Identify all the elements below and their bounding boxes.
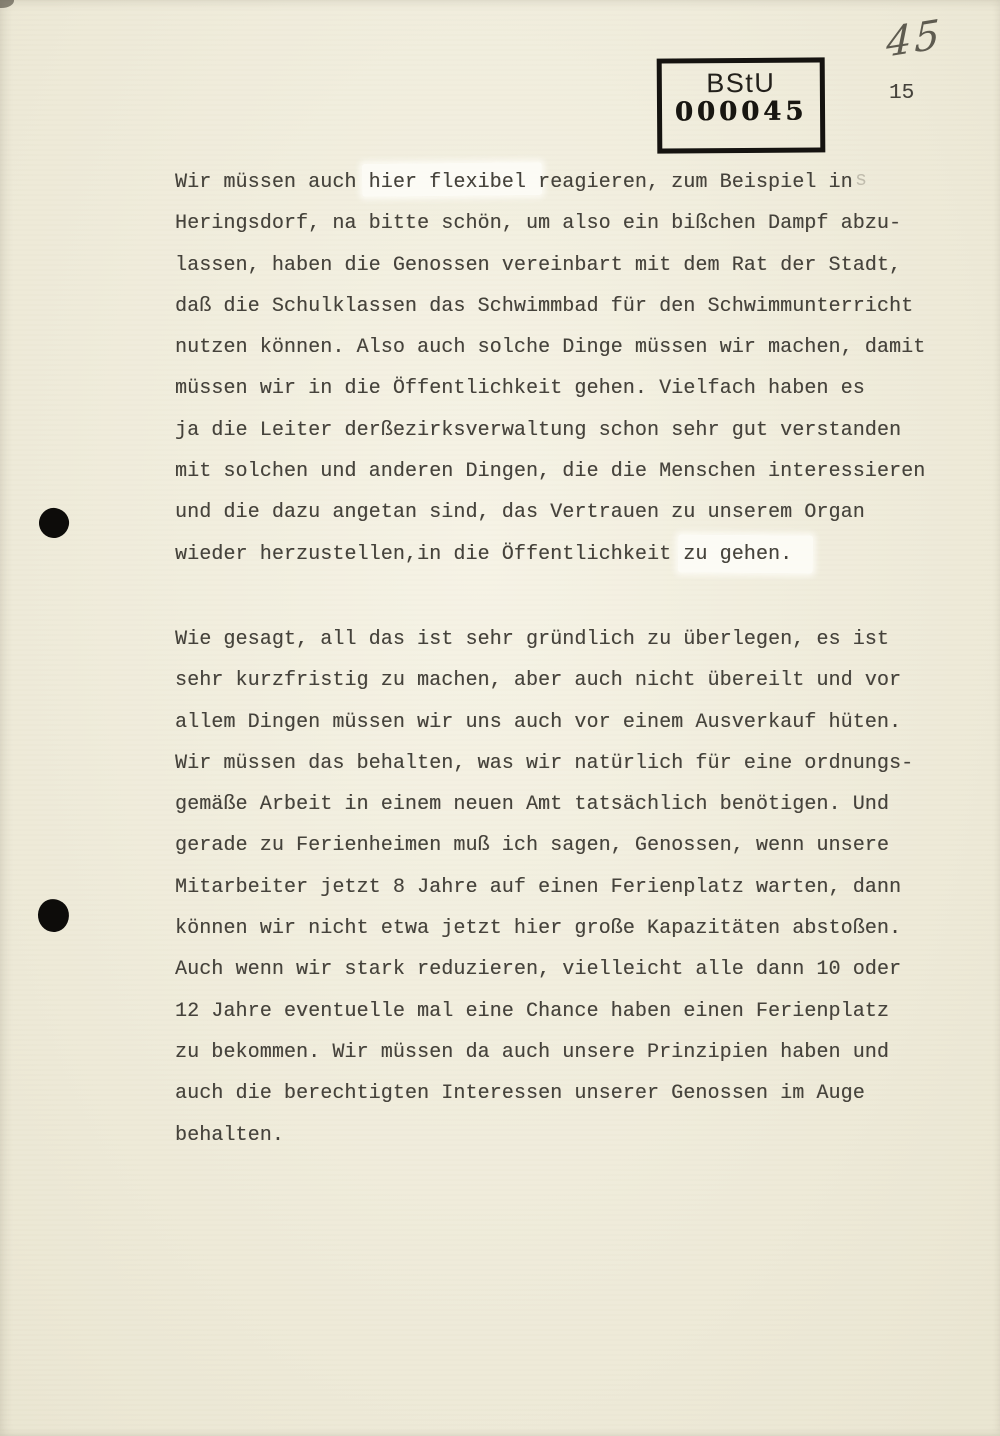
text-line: gemäße Arbeit in einem neuen Amt tatsächlich benötigen. Und — [175, 793, 890, 817]
text-line: allem Dingen müssen wir uns auch vor einem Ausverkauf hüten. — [175, 710, 902, 734]
text-line: auch die berechtigten Interessen unserer Genossen im Auge — [175, 1082, 865, 1106]
text-line: und die dazu angetan sind, das Vertrauen zu unserem Organ — [175, 501, 865, 525]
handwritten-page-number: 45 — [885, 11, 943, 67]
text-line: Wir müssen das behalten, was wir natürlich für eine ordnungs- — [175, 751, 914, 775]
text-line: sehr kurzfristig zu machen, aber auch nicht übereilt und vor — [175, 669, 902, 693]
text-line: wieder herzustellen,in die Öffentlichkeit zu gehen. — [175, 542, 793, 566]
text-line: Wie gesagt, all das ist sehr gründlich zu überlegen, es ist — [175, 627, 890, 651]
text-line: gerade zu Ferienheimen muß ich sagen, Genossen, wenn unsere — [175, 834, 890, 858]
paragraph-1 — [175, 162, 935, 575]
text-line: Auch wenn wir stark reduzieren, vielleicht alle dann 10 oder — [175, 958, 902, 982]
hole-punch-bottom — [36, 897, 71, 934]
text-line: Heringsdorf, na bitte schön, um also ein bißchen Dampf abzu- — [175, 212, 902, 236]
text-line: müssen wir in die Öffentlichkeit gehen. Vielfach haben es — [175, 377, 865, 401]
text-line: 12 Jahre eventuelle mal eine Chance haben einen Ferienplatz — [175, 999, 890, 1023]
text-line: zu bekommen. Wir müssen da auch unsere Prinzipien haben und — [175, 1040, 890, 1064]
bstu-archive-stamp — [657, 57, 826, 153]
text-line: daß die Schulklassen das Schwimmbad für den Schwimmunterricht — [175, 294, 914, 318]
stamp-org-label: BStU — [706, 67, 776, 99]
text-line: Mitarbeiter jetzt 8 Jahre auf einen Ferienplatz warten, dann — [175, 875, 902, 899]
stamp-serial-number: 000045 — [674, 96, 808, 128]
typewritten-text-block — [175, 162, 935, 1200]
erased-character-artifact: s — [855, 169, 868, 192]
scan-edge-speck — [0, 0, 14, 8]
paragraph-2 — [175, 619, 935, 1156]
text-line: Wir müssen auch hier flexibel reagieren, zum Beispiel in — [175, 171, 853, 194]
text-line: ja die Leiter derßezirksverwaltung schon sehr gut verstanden — [175, 418, 902, 442]
text-line: lassen, haben die Genossen vereinbart mit dem Rat der Stadt, — [175, 253, 902, 277]
text-line: behalten. — [175, 1123, 284, 1147]
text-line: mit solchen und anderen Dingen, die die Menschen interessieren — [175, 460, 926, 484]
text-line: nutzen können. Also auch solche Dinge müssen wir machen, damit — [175, 336, 926, 360]
text-line: können wir nicht etwa jetzt hier große Kapazitäten abstoßen. — [175, 917, 902, 941]
hole-punch-top — [36, 505, 72, 541]
typed-page-number: 15 — [889, 82, 915, 105]
